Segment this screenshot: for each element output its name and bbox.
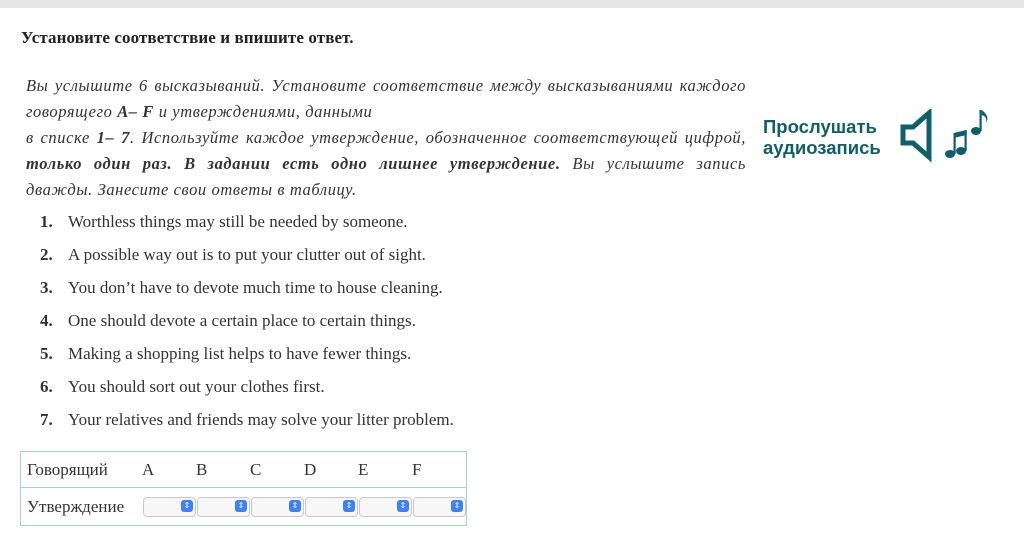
instruction-line-4 [26, 151, 746, 177]
list-item [40, 273, 454, 306]
speaker-row-label: Говорящий [21, 452, 143, 488]
statement-number: 6. [40, 377, 53, 396]
statement-text: One should devote a certain place to certain things. [68, 311, 416, 330]
play-audio-label [763, 116, 899, 158]
answer-cell-b [196, 488, 250, 526]
list-item [40, 207, 454, 240]
instruction-line-2 [26, 99, 746, 125]
list-item [40, 405, 454, 438]
speaker-row [21, 452, 467, 488]
statement-number: 3. [40, 278, 53, 297]
instruction-line-1: Вы услышите 6 высказываний. Установите соответствие между высказываниями каждого [26, 76, 746, 95]
instruction-line-5: дважды. Занесите свои ответы в таблицу. [26, 180, 357, 199]
answer-cell-c [250, 488, 304, 526]
list-item [40, 372, 454, 405]
play-audio-button[interactable] [763, 109, 991, 165]
instruction-text: . Используйте каждое утверждение, обозначенное соответствующей цифрой, [129, 128, 747, 147]
speaker-a [142, 452, 196, 488]
statement-text: Worthless things may still be needed by someone. [68, 212, 408, 231]
speaker-letter: F [412, 459, 422, 479]
task-title: Установите соответствие и впишите ответ. [21, 28, 354, 47]
answer-row [21, 488, 467, 526]
speaker-letter: D [304, 459, 317, 479]
statement-text: Your relatives and friends may solve your litter problem. [68, 410, 454, 429]
speaker-letter: B [196, 459, 208, 479]
play-audio-label-line-2: аудиозапись [763, 137, 881, 158]
speaker-letter: A [142, 459, 155, 479]
speaker-d [304, 452, 358, 488]
statement-number: 7. [40, 410, 53, 429]
statement-text: A possible way out is to put your clutter out of sight. [68, 245, 426, 264]
answer-select-a[interactable] [143, 497, 196, 517]
answer-select-c[interactable] [251, 497, 304, 517]
speaker-letter: E [358, 459, 369, 479]
chevron-up-down-icon: ⇕ [451, 500, 463, 512]
speaker-b [196, 452, 250, 488]
chevron-up-down-icon: ⇕ [235, 500, 247, 512]
answer-table [20, 451, 467, 526]
speaker-f [412, 452, 467, 488]
statement-number: 4. [40, 311, 53, 330]
statements-list [40, 207, 454, 438]
chevron-up-down-icon: ⇕ [397, 500, 409, 512]
list-item [40, 240, 454, 273]
statement-number: 1. [40, 212, 53, 231]
instruction-line-3 [26, 125, 746, 151]
task-instructions [26, 73, 746, 203]
instruction-bold: A– F [117, 102, 154, 121]
answer-select-b[interactable] [197, 497, 250, 517]
play-audio-label-line-1: Прослушать [763, 116, 877, 137]
answer-row-label: Утверждение [21, 488, 143, 526]
statement-text: You don’t have to devote much time to house cleaning. [68, 278, 443, 297]
speaker-letter: C [250, 459, 262, 479]
answer-cell-a [142, 488, 196, 526]
statement-text: Making a shopping list helps to have fewer things. [68, 344, 412, 363]
instruction-text: говорящего [26, 102, 118, 121]
statement-text: You should sort out your clothes first. [68, 377, 325, 396]
list-item [40, 339, 454, 372]
answer-select-f[interactable] [413, 497, 466, 517]
instruction-text: Вы услышите запись [560, 154, 746, 173]
statement-number: 5. [40, 344, 53, 363]
instruction-text: и утверждениями, данными [153, 102, 373, 121]
instruction-bold: только один раз. В задании есть одно лишнее утверждение. [26, 154, 561, 173]
chevron-up-down-icon: ⇕ [181, 500, 193, 512]
answer-cell-d [304, 488, 358, 526]
answer-select-e[interactable] [359, 497, 412, 517]
speaker-c [250, 452, 304, 488]
top-bar [0, 0, 1024, 8]
speaker-music-icon[interactable] [899, 109, 991, 165]
chevron-up-down-icon: ⇕ [343, 500, 355, 512]
answer-cell-f [412, 488, 467, 526]
answer-cell-e [358, 488, 412, 526]
speaker-e [358, 452, 412, 488]
statement-number: 2. [40, 245, 53, 264]
answer-select-d[interactable] [305, 497, 358, 517]
instruction-bold: 1– 7 [96, 128, 130, 147]
chevron-up-down-icon: ⇕ [289, 500, 301, 512]
list-item [40, 306, 454, 339]
instruction-text: в списке [26, 128, 97, 147]
